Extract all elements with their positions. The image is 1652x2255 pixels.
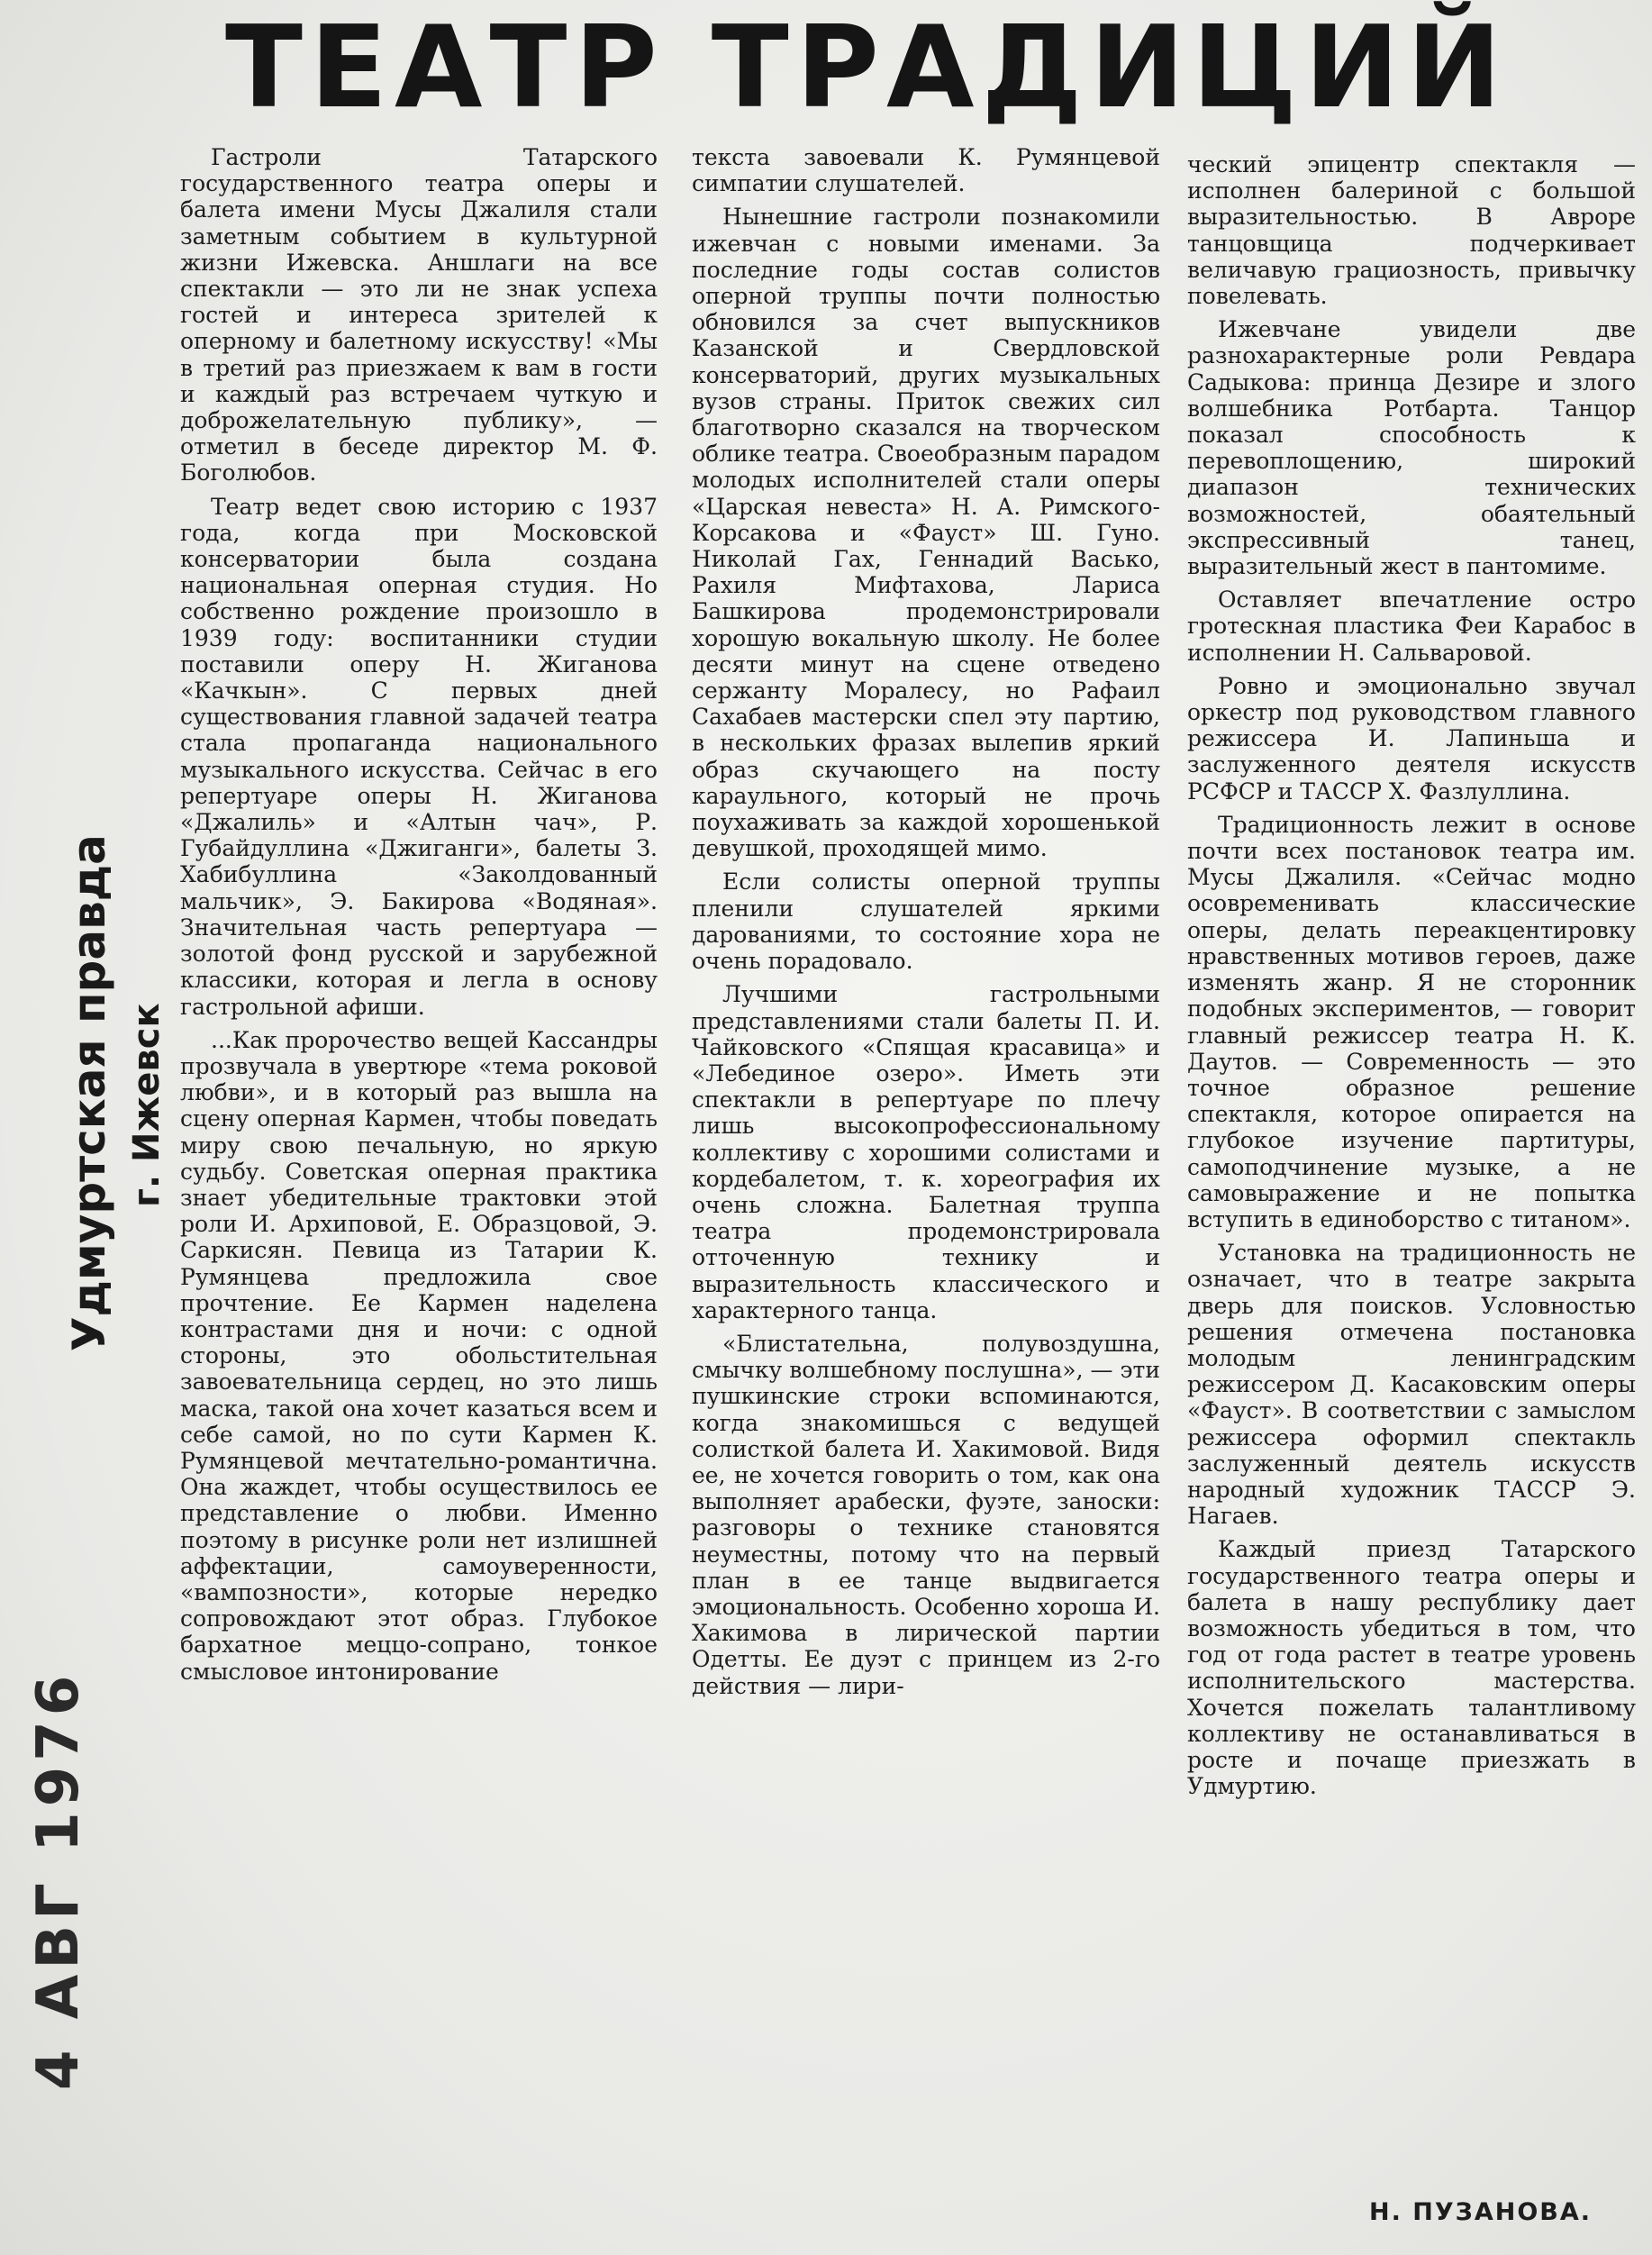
- paragraph: Нынешние гастроли познакомили ижевчан с новыми именами. За последние годы состав солистов оперной труппы почти полностью обновился за счет выпускников Казанской и Свердловской консерваторий, других музыкальных вузов страны. Приток свежих сил благотворно сказался на творческом облике театра. Своеобразным парадом молодых исполнителей стали оперы «Царская невеста» Н. А. Римского-Корсакова и «Фауст» Ш. Гуно. Николай Гах, Геннадий Васько, Рахиля Мифтахова, Лариса Башкирова продемонстрировали хорошую вокальную школу. Не более десяти минут на сцене отведено сержанту Моралесу, но Рафаил Сахабаев мастерски спел эту партию, в нескольких фразах вылепив яркий образ скучающего на посту караульного, который не прочь поухаживать за каждой хорошенькой девушкой, проходящей мимо.: [692, 204, 1160, 862]
- article-column-2: [692, 144, 1160, 2234]
- paragraph: Ровно и эмоционально звучал оркестр под руководством главного режиссера И. Лапиньша и заслуженного деятеля искусств РСФСР и ТАССР Х. Фазлуллина.: [1187, 672, 1636, 805]
- paragraph: Гастроли Татарского государственного театра оперы и балета имени Мусы Джалиля стали заметным событием в культурной жизни Ижевска. Аншлаги на все спектакли — это ли не знак успеха гостей и интереса зрителей к оперному и балетному искусству! «Мы в третий раз приезжаем к вам в гости и каждый раз встречаем чуткую и доброжелательную публику», — отметил в беседе директор М. Ф. Боголюбов.: [180, 144, 658, 486]
- paragraph: Оставляет впечатление остро гротескная пластика Феи Карабос в исполнении Н. Сальваровой.: [1187, 586, 1636, 666]
- paragraph: Лучшими гастрольными представлениями стали балеты П. И. Чайковского «Спящая красавица» и «Лебединое озеро». Иметь эти спектакли в репертуаре по плечу лишь высокопрофессиональному коллективу с хорошими солистами и кордебалетом, т. к. хореография их очень сложна. Балетная труппа театра продемонстрировала отточенную технику и выразительность классического и характерного танца.: [692, 981, 1160, 1323]
- author-byline: Н. ПУЗАНОВА.: [1369, 2198, 1593, 2226]
- article-headline: ТЕАТР ТРАДИЦИЙ: [225, 1, 1509, 133]
- article-column-3: [1187, 151, 1636, 2241]
- newspaper-source: Удмуртская правда: [63, 834, 115, 1351]
- paragraph: текста завоевали К. Румянцевой симпатии слушателей.: [692, 144, 1160, 197]
- paragraph: ...Как пророчество вещей Кассандры прозвучала в увертюре «тема роковой любви», и в который раз вышла на сцену оперная Кармен, чтобы поведать миру свою печальную, но яркую судьбу. Советская оперная практика знает убедительные трактовки этой роли И. Архиповой, Е. Образцовой, Э. Саркисян. Певица из Татарии К. Румянцева предложила свое прочтение. Ее Кармен наделена контрастами дня и ночи: с одной стороны, это обольстительная завоевательница сердец, но это лишь маска, такой она хочет казаться всем и себе самой, но по сути Кармен К. Румянцевой мечтательно-романтична. Она жаждет, чтобы осуществилось ее представление о любви. Именно поэтому в рисунке роли нет излишней аффектации, самоуверенности, «вампозности», которые нередко сопровождают этот образ. Глубокое бархатное меццо-сопрано, тонкое смысловое интонирование: [180, 1026, 658, 1685]
- paragraph: Традиционность лежит в основе почти всех постановок театра им. Мусы Джалиля. «Сейчас модно осовременивать классические оперы, делать переакцентировку нравственных мотивов героев, даже изменять жанр. Я не сторонник подобных экспериментов, — говорит главный режиссер театра Н. К. Даутов. — Современность — это точное образное решение спектакля, которое опирается на глубокое изучение партитуры, самоподчинение музыке, а не самовыражение и не попытка вступить в единоборство с титаном».: [1187, 811, 1636, 1232]
- paragraph: Каждый приезд Татарского государственного театра оперы и балета в нашу республику дает возможность убедиться в том, что год от года растет в театре уровень исполнительского мастерства. Хочется пожелать талантливому коллективу не останавливаться в росте и почаще приезжать в Удмуртию.: [1187, 1536, 1636, 1800]
- newspaper-city: г. Ижевск: [126, 1003, 168, 1207]
- paragraph: Установка на традиционность не означает, что в театре закрыта дверь для поисков. Условностью решения отмечена постановка молодым ленинградским режиссером Д. Касаковским оперы «Фауст». В соответствии с замыслом режиссера оформил спектакль заслуженный деятель искусств народный художник ТАССР Э. Нагаев.: [1187, 1240, 1636, 1530]
- paragraph: «Блистательна, полувоздушна, смычку волшебному послушна», — эти пушкинские строки вспоминаются, когда знакомишься с ведущей солисткой балета И. Хакимовой. Видя ее, не хочется говорить о том, как она выполняет арабески, фуэте, заноски: разговоры о технике становятся неуместны, потому что на первый план в ее танце выдвигается эмоциональность. Особенно хороша И. Хакимова в лирической партии Одетты. Ее дуэт с принцем из 2-го действия — лири-: [692, 1330, 1160, 1699]
- article-column-1: [180, 144, 658, 2234]
- paragraph: Если солисты оперной труппы пленили слушателей яркими дарованиями, то состояние хора не очень порадовало.: [692, 868, 1160, 975]
- paragraph: ческий эпицентр спектакля — исполнен балериной с большой выразительностью. В Авроре танцовщица подчеркивает величавую грациозность, привычку повелевать.: [1187, 151, 1636, 310]
- paragraph: Ижевчане увидели две разнохарактерные роли Ревдара Садыкова: принца Дезире и злого волшебника Ротбарта. Танцор показал способность к перевоплощению, широкий диапазон технических возможностей, обаятельный экспрессивный танец, выразительный жест в пантомиме.: [1187, 316, 1636, 580]
- paragraph: Театр ведет свою историю с 1937 года, когда при Московской консерватории была создана национальная оперная студия. Но собственно рождение произошло в 1939 году: воспитанники студии поставили оперу Н. Жиганова «Качкын». С первых дней существования главной задачей театра стала пропаганда национального музыкального искусства. Сейчас в его репертуаре оперы Н. Жиганова «Джалиль» и «Алтын чач», Р. Губайдуллина «Джиганги», балеты З. Хабибуллина «Заколдованный мальчик», Э. Бакирова «Водяная». Значительная часть репертуара — золотой фонд русской и зарубежной классики, которая и легла в основу гастрольной афиши.: [180, 493, 658, 1020]
- date-stamp: 4 АВГ 1976: [25, 1669, 92, 2090]
